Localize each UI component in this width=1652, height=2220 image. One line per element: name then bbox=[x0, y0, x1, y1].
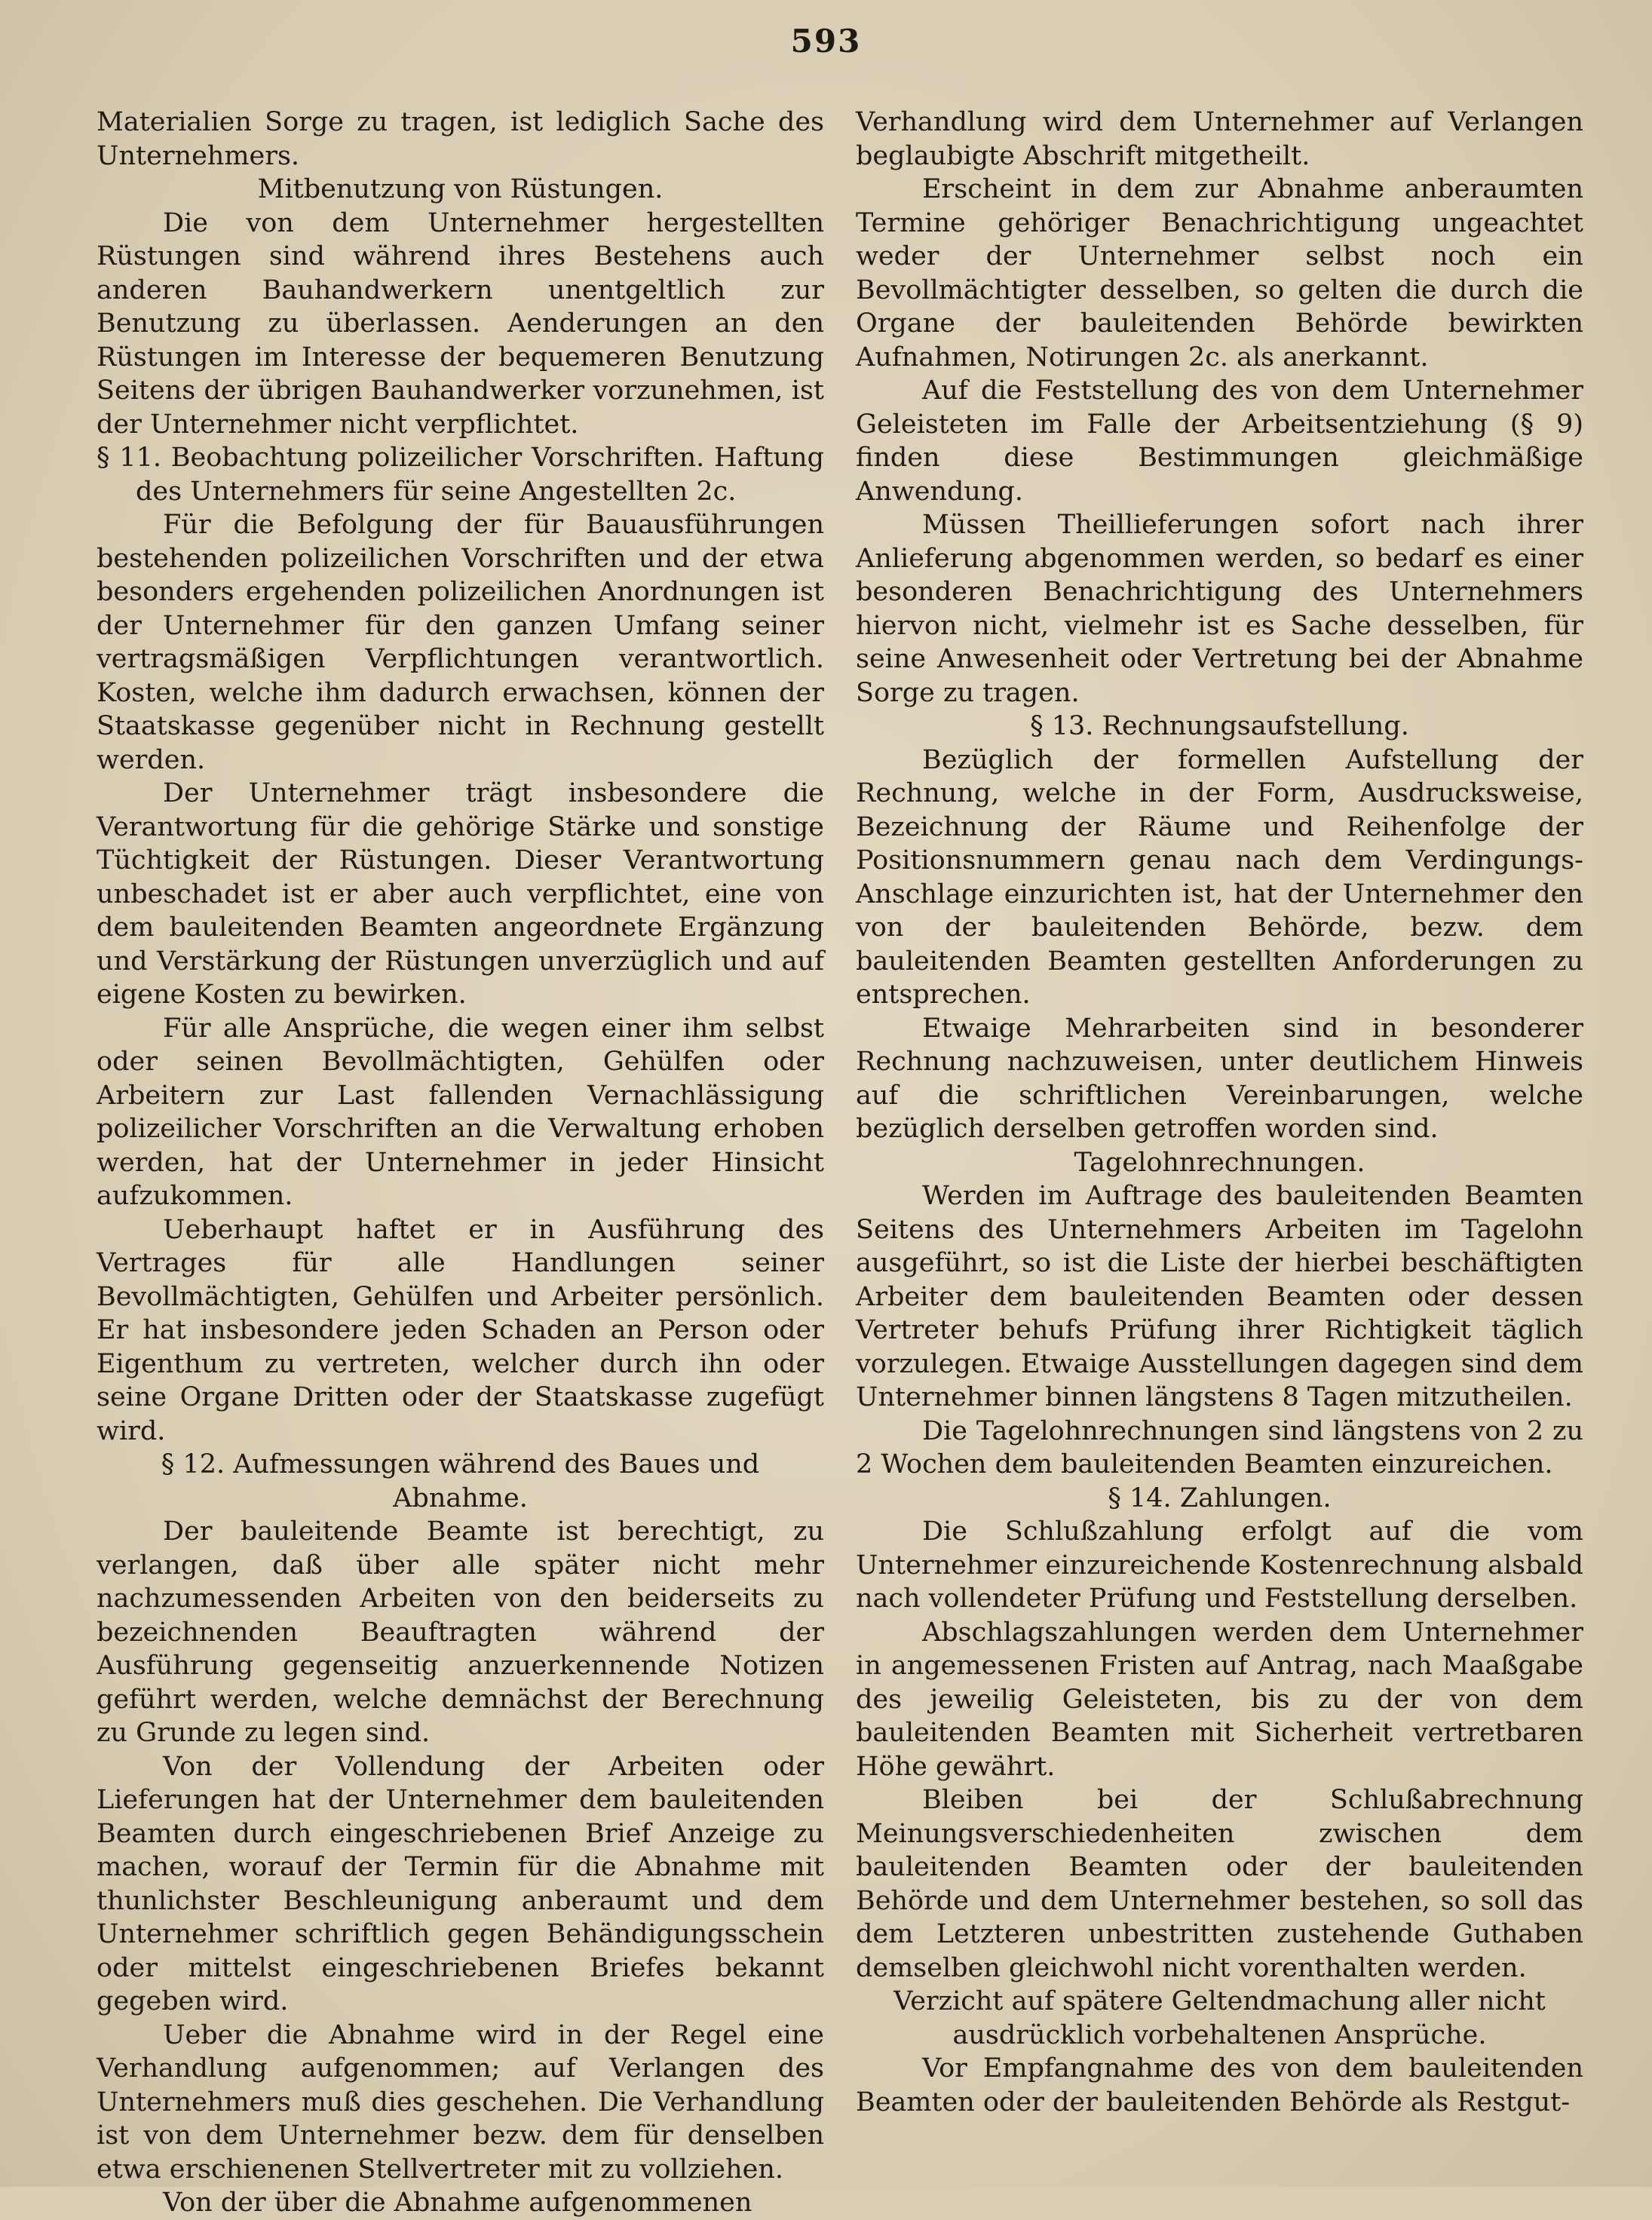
paragraph: Der Unternehmer trägt insbesondere die Verantwortung für die gehörige Stärke und sonstige Tüchtigkeit der Rüstungen. Dieser Verantwortung unbeschadet ist er aber auch verpflichtet, eine von dem bauleitenden Beamten angeordnete Ergänzung und Verstärkung der Rüstungen unverzüglich und auf eigene Kosten zu bewirken. bbox=[97, 778, 824, 1010]
paragraph: Die Tagelohnrechnungen sind längstens von 2 zu 2 Wochen dem bauleitenden Beamten einzureichen. bbox=[856, 1415, 1583, 1479]
paragraph: Werden im Auftrage des bauleitenden Beamten Seitens des Unternehmers Arbeiten im Tagelohn ausgeführt, so ist die Liste der hierbei beschäftigten Arbeiter dem bauleitenden Beamten oder dessen Vertreter behufs Prüfung ihrer Richtigkeit täglich vorzulegen. Etwaige Ausstellungen dagegen sind dem Unternehmer binnen längstens 8 Tagen mitzutheilen. bbox=[856, 1181, 1583, 1412]
section-heading: Mitbenutzung von Rüstungen. bbox=[257, 174, 664, 204]
right-column bbox=[856, 106, 1583, 2119]
paragraph: Müssen Theillieferungen sofort nach ihrer Anlieferung abgenommen werden, so bedarf es einer besonderen Benachrichtigung des Unternehmers hiervon nicht, vielmehr ist es Sache desselben, für seine Anwesenheit oder Vertretung bei der Abnahme Sorge zu tragen. bbox=[856, 510, 1583, 708]
paragraph: Von der Vollendung der Arbeiten oder Lieferungen hat der Unternehmer dem bauleitenden Beamten durch eingeschriebenen Brief Anzeige zu machen, worauf der Termin für die Abnahme mit thunlichster Beschleunigung anberaumt und dem Unternehmer schriftlich gegen Behändigungsschein oder mittelst eingeschriebenen Briefes bekannt gegeben wird. bbox=[97, 1751, 824, 2016]
section-heading: § 13. Rechnungsaufstellung. bbox=[1030, 711, 1409, 741]
paragraph: Abschlagszahlungen werden dem Unternehmer in angemessenen Fristen auf Antrag, nach Maaßgabe des jeweilig Geleisteten, bis zu der von dem bauleitenden Beamten mit Sicherheit vertretbaren Höhe gewährt. bbox=[856, 1617, 1583, 1782]
page-number: 593 bbox=[790, 23, 862, 60]
section-heading: § 14. Zahlungen. bbox=[1108, 1483, 1332, 1513]
section-heading: Tagelohnrechnungen. bbox=[1074, 1147, 1365, 1178]
paragraph: Für alle Ansprüche, die wegen einer ihm selbst oder seinen Bevollmächtigten, Gehülfen oder Arbeitern zur Last fallenden Vernachlässigung polizeilicher Vorschriften an die Verwaltung erhoben werden, hat der Unternehmer in jeder Hinsicht aufzukommen. bbox=[97, 1013, 824, 1211]
section-heading: § 12. Aufmessungen während des Baues und Abnahme. bbox=[161, 1449, 760, 1513]
paragraph: Materialien Sorge zu tragen, ist lediglich Sache des Unternehmers. bbox=[97, 107, 824, 171]
left-column bbox=[97, 106, 824, 2220]
paragraph: Erscheint in dem zur Abnahme anberaumten Termine gehöriger Benachrichtigung ungeachtet weder der Unternehmer selbst noch ein Bevollmächtigter desselben, so gelten die durch die Organe der bauleitenden Behörde bewirkten Aufnahmen, Notirungen 2c. als anerkannt. bbox=[856, 174, 1583, 373]
paragraph: Für die Befolgung der für Bauausführungen bestehenden polizeilichen Vorschriften und der etwa besonders ergehenden polizeilichen Anordnungen ist der Unternehmer für den ganzen Umfang seiner vertragsmäßigen Verpflichtungen verantwortlich. Kosten, welche ihm dadurch erwachsen, können der Staatskasse gegenüber nicht in Rechnung gestellt werden. bbox=[97, 510, 824, 775]
paragraph: Etwaige Mehrarbeiten sind in besonderer Rechnung nachzuweisen, unter deutlichem Hinweis auf die schriftlichen Vereinbarungen, welche bezüglich derselben getroffen worden sind. bbox=[856, 1013, 1583, 1144]
paragraph: Der bauleitende Beamte ist berechtigt, zu verlangen, daß über alle später nicht mehr nachzumessenden Arbeiten von den beiderseits zu bezeichnenden Beauftragten während der Ausführung gegenseitig anzuerkennende Notizen geführt werden, welche demnächst der Berechnung zu Grunde zu legen sind. bbox=[97, 1516, 824, 1748]
paragraph: Auf die Feststellung des von dem Unternehmer Geleisteten im Falle der Arbeitsentziehung (§ 9) finden diese Bestimmungen gleichmäßige Anwendung. bbox=[856, 376, 1583, 507]
paragraph: Von der über die Abnahme aufgenommenen bbox=[163, 2188, 752, 2218]
paragraph: Ueber die Abnahme wird in der Regel eine Verhandlung aufgenommen; auf Verlangen des Unternehmers muß dies geschehen. Die Verhandlung ist von dem Unternehmer bezw. dem für denselben etwa erschienenen Stellvertreter mit zu vollziehen. bbox=[97, 2019, 824, 2185]
section-heading: Verzicht auf spätere Geltendmachung aller nicht ausdrücklich vorbehaltenen Ansprüche. bbox=[893, 1986, 1546, 2050]
paragraph: Die Schlußzahlung erfolgt auf die vom Unternehmer einzureichende Kostenrechnung alsbald nach vollendeter Prüfung und Feststellung derselben. bbox=[856, 1516, 1583, 1614]
paragraph: Bezüglich der formellen Aufstellung der Rechnung, welche in der Form, Ausdrucksweise, Bezeichnung der Räume und Reihenfolge der Positionsnummern genau nach dem Verdingungs-Anschlage einzurichten ist, hat der Unternehmer den von der bauleitenden Behörde, bezw. dem bauleitenden Beamten gestellten Anforderungen zu entsprechen. bbox=[856, 744, 1583, 1010]
paragraph: Bleiben bei der Schlußabrechnung Meinungsverschiedenheiten zwischen dem bauleitenden Beamten oder der bauleitenden Behörde und dem Unternehmer bestehen, so soll das dem Letzteren unbestritten zustehende Guthaben demselben gleichwohl nicht vorenthalten werden. bbox=[856, 1785, 1583, 1983]
paragraph: Die von dem Unternehmer hergestellten Rüstungen sind während ihres Bestehens auch anderen Bauhandwerkern unentgeltlich zur Benutzung zu überlassen. Aenderungen an den Rüstungen im Interesse der bequemeren Benutzung Seitens der übrigen Bauhandwerker vorzunehmen, ist der Unternehmer nicht verpflichtet. bbox=[97, 207, 824, 440]
paragraph: Verhandlung wird dem Unternehmer auf Verlangen beglaubigte Abschrift mitgetheilt. bbox=[856, 107, 1583, 171]
paragraph: Ueberhaupt haftet er in Ausführung des Vertrages für alle Handlungen seiner Bevollmächtigten, Gehülfen und Arbeiter persönlich. Er hat insbesondere jeden Schaden an Person oder Eigenthum zu vertreten, welcher durch ihn oder seine Organe Dritten oder der Staatskasse zugefügt wird. bbox=[97, 1214, 824, 1446]
section-heading: § 11. Beobachtung polizeilicher Vorschriften. Haftung des Unternehmers für seine Angestellten 2c. bbox=[97, 443, 824, 507]
paragraph: Vor Empfangnahme des von dem bauleitenden Beamten oder der bauleitenden Behörde als Restgut- bbox=[856, 2053, 1583, 2117]
